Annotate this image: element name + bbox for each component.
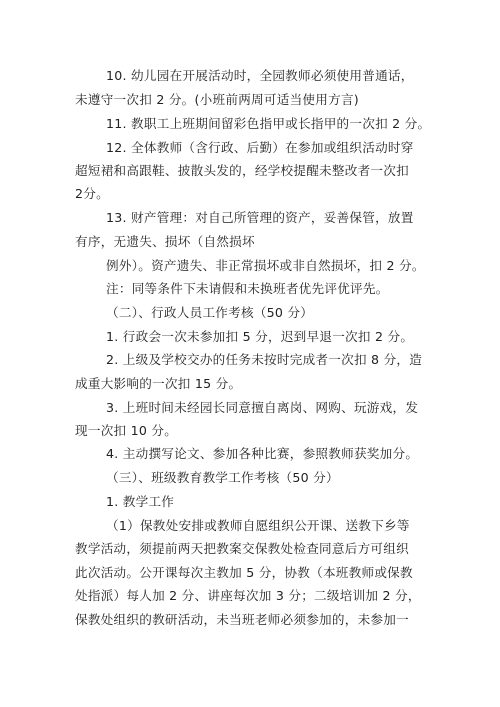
text-line: 10. 幼儿园在开展活动时，全园教师必须使用普通话，: [106, 68, 414, 83]
text-line: （1）保教处安排或教师自愿组织公开课、送教下乡等: [106, 518, 410, 533]
text-line: 未遵守一次扣 2 分。(小班前两周可适当使用方言): [75, 92, 359, 107]
text-line: 注：同等条件下未请假和未换班者优先评优评先。: [106, 281, 389, 296]
text-line: 超短裙和高跟鞋、披散头发的，经学校提醒未整改者一次扣: [75, 163, 409, 178]
section-heading: （三）、班级教育教学工作考核（50 分）: [106, 470, 339, 485]
text-line: 保教处组织的教研活动，未当班老师必须参加的，未参加一: [75, 612, 409, 627]
text-line: 11. 教职工上班期间留彩色指甲或长指甲的一次扣 2 分。: [106, 116, 431, 131]
text-line: 例外）。资产遗失、非正常损坏或非自然损坏，扣 2 分。: [106, 258, 425, 273]
text-line: 2. 上级及学校交办的任务未按时完成者一次扣 8 分，造: [106, 352, 423, 367]
text-line: 处指派）每人加 2 分、讲座每次加 3 分；二级培训加 2 分，: [75, 588, 421, 603]
section-heading: （二）、行政人员工作考核（50 分）: [106, 305, 314, 320]
subsection-heading: 1. 教学工作: [106, 494, 175, 509]
text-line: 有序，无遗失、损坏（自然损坏: [75, 234, 255, 249]
text-line: 教学活动，须提前两天把教案交保教处检查同意后方可组织: [75, 541, 409, 556]
text-line: 此次活动。公开课每次主教加 5 分，协教（本班教师或保教: [75, 565, 413, 580]
text-line: 1. 行政会一次未参加扣 5 分，迟到早退一次扣 2 分。: [106, 329, 414, 344]
text-line: 3. 上班时间未经园长同意擅自离岗、网购、玩游戏，发: [106, 400, 419, 415]
text-line: 4. 主动撰写论文、参加各种比赛，参照教师获奖加分。: [106, 446, 419, 461]
text-line: 2分。: [75, 186, 109, 201]
text-line: 现一次扣 10 分。: [75, 423, 178, 438]
text-line: 12. 全体教师（含行政、后勤）在参加或组织活动时穿: [106, 140, 414, 155]
text-line: 13. 财产管理：对自己所管理的资产，妥善保管，放置: [106, 210, 414, 225]
text-line: 成重大影响的一次扣 15 分。: [75, 376, 242, 391]
